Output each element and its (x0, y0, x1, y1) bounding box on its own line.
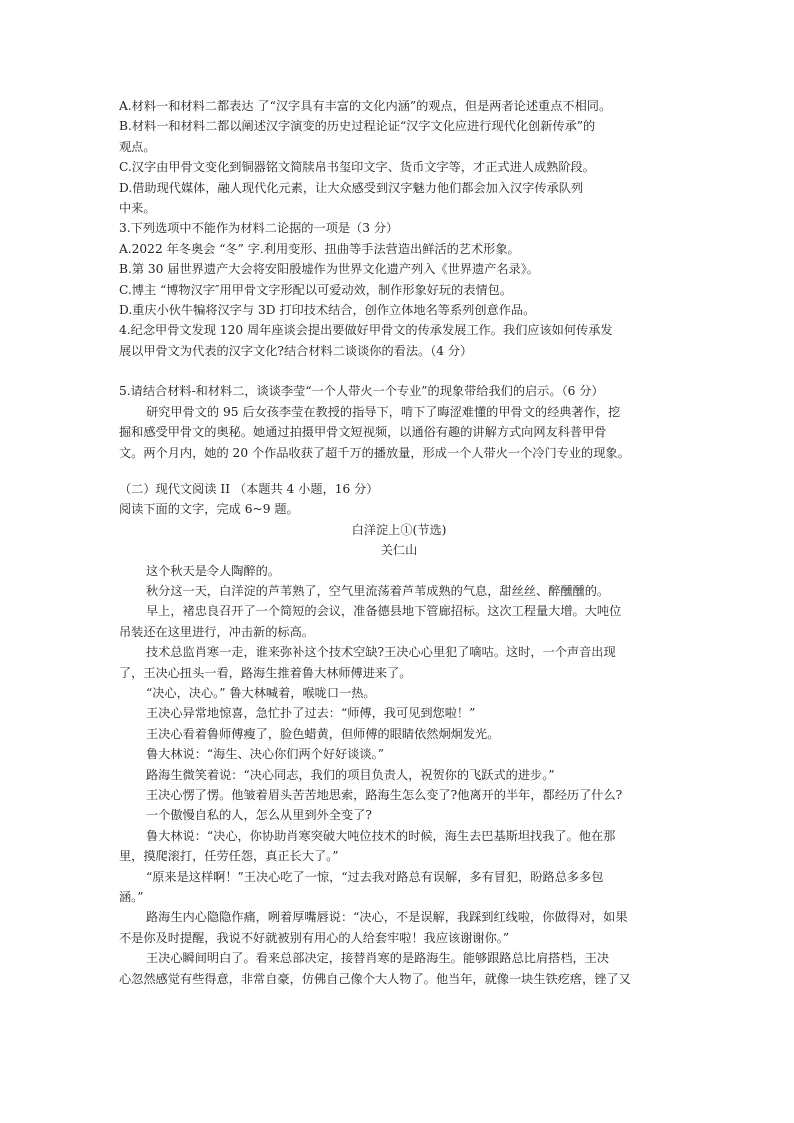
q2-option-d: D.借助现代媒体，融人现代化元素，让大众感受到汉字魅力他们都会加入汉字传承队列 (119, 180, 584, 195)
story-line: 秋分这一天，白洋淀的芦苇熟了，空气里流荡着芦苇成熟的气息，甜丝丝、醉醺醺的。 (146, 583, 610, 598)
story-line: 不是你及时提醒，我说不好就被别有用心的人给套牢啦！我应该谢谢你。” (119, 930, 510, 945)
spacer (119, 463, 679, 479)
story-line: 了，王决心扭头一看，路海生推着鲁大林师傅进来了。 (119, 665, 412, 680)
section-heading: （二）现代文阅读 II （本题共 4 小题，16 分） (119, 481, 379, 496)
story-line: “原来是这样啊！”王决心吃了一惊，“过去我对路总有误解，多有冒犯，盼路总多多包 (146, 869, 604, 884)
story-line: 里，摸爬滚打，任劳任怨，真正长大了。” (119, 849, 339, 864)
story-line: 鲁大林说：“决心，你协助肖寒突破大吨位技术的时候，海生去巴基斯坦找我了。他在那 (146, 828, 616, 843)
story-author: 关仁山 (380, 543, 418, 558)
story-title: 白洋淀上①(节选) (351, 522, 447, 537)
q3-option-a: A.2022 年冬奥会 “冬” 字.利用变形、扭曲等手法营造出鲜活的艺术形象。 (119, 241, 520, 256)
story-line: 早上，褚忠良召开了一个简短的会议，准备德县地下管廊招标。这次工程量大增。大吨位 (146, 604, 622, 619)
story-line: 鲁大林说：“海生、决心你们两个好好谈谈。” (146, 747, 384, 762)
q5-material-line-2: 掘和感受甲骨文的奥秘。她通过拍摄甲骨文短视频，以通俗有趣的讲解方式向网友科普甲骨 (119, 425, 607, 440)
story-line: 王决心异常地惊喜，急忙扑了过去：“师傅，我可见到您啦！” (146, 706, 476, 721)
spacer (119, 361, 679, 381)
story-line: 技术总监肖寒一走，谁来弥补这个技术空缺?王决心心里犯了嘀咕。这时，一个声音出现 (146, 645, 616, 660)
story-line: 王决心愣了愣。他皱着眉头苦苦地思索，路海生怎么变了?他离开的半年，都经历了什么? (146, 788, 623, 802)
q2-option-b-cont: 观点。 (119, 139, 156, 154)
q5-stem: 5.请结合材料-和材料二，谈谈李莹“一个人带火一个专业”的现象带给我们的启示。（6 分） (119, 384, 604, 399)
story-text (119, 561, 679, 990)
q3-option-b: B.第 30 届世界遗产大会将安阳殷墟作为世界文化遗产列入《世界遗产名录》。 (119, 262, 539, 277)
q3-option-d: D.重庆小伙牛犏将汉字与 3D 打印技术结合，创作立体地名等系列创意作品。 (119, 303, 536, 318)
q2-option-a: A.材料一和材料二都表达 了“汉字具有丰富的文化内涵”的观点，但是两者论述重点不相同。 (119, 99, 612, 113)
story-line: 涵。” (119, 890, 144, 905)
story-line: 王决心瞬间明白了。看来总部决定，接替肖寒的是路海生。能够跟路总比肩搭档，王决 (146, 951, 610, 966)
story-line: 吊装还在这里进行，冲击新的标高。 (119, 624, 314, 639)
q2-option-c: C.汉字由甲骨文变化到铜器铭文简牍帛书玺印文字、货币文字等，才正式进人成熟阶段。 (119, 160, 595, 175)
story-line: 路海生微笑着说：“决心同志，我们的项目负责人，祝贺你的飞跃式的进步。” (146, 767, 555, 782)
story-line: 一个傲慢自私的人，怎么从里到外全变了? (146, 808, 372, 823)
story-line: 王决心看着鲁师傅瘦了，脸色蜡黄，但师傅的眼睛依然炯炯发光。 (146, 726, 500, 741)
q3-stem: 3.下列选项中不能作为材料二论据的一项是（3 分） (119, 221, 399, 236)
story-line: 这个秋天是令人陶醉的。 (146, 563, 281, 578)
document-body (119, 96, 679, 989)
story-line: 路海生内心隐隐作痛，咧着厚嘴唇说：“决心，不是误解，我踩到红线啦，你做得对，如果 (146, 910, 628, 925)
q5-material-line-3: 文。两个月内，她的 20 个作品收获了超千万的播放量，形成一个人带火一个冷门专业的现象。 (119, 445, 630, 460)
q2-option-b: B.材料一和材料二都以阐述汉字演变的历史过程论证“汉字文化应进行现代化创新传承”的 (119, 119, 596, 134)
story-line: 心忽然感觉有些得意，非常自豪，仿佛自己像个大人物了。他当年，就像一块生铁疙瘩，锉了又 (119, 971, 631, 986)
section-instruction: 阅读下面的文字，完成 6~9 题。 (119, 502, 299, 517)
q5-material-line-1: 研究甲骨文的 95 后女孩李莹在教授的指导下，啃下了晦涩难懂的甲骨文的经典著作，挖 (146, 404, 621, 419)
q4-stem-line-1: 4.纪念甲骨文发现 120 周年座谈会提出要做好甲骨文的传承发展工作。我们应该如何传承发 (119, 323, 613, 338)
q3-option-c: C.博主 “博物汉字″用甲骨文字形配以可爱动效，制作形象好玩的表情包。 (119, 282, 513, 297)
story-line: “决心，决心。” 鲁大林喊着，喉咙口一热。 (146, 685, 376, 700)
q4-stem-line-2: 展以甲骨文为代表的汉字文化?结合材料二谈谈你的看法。（4 分） (119, 343, 473, 358)
q2-option-d-cont: 中来。 (119, 201, 156, 216)
